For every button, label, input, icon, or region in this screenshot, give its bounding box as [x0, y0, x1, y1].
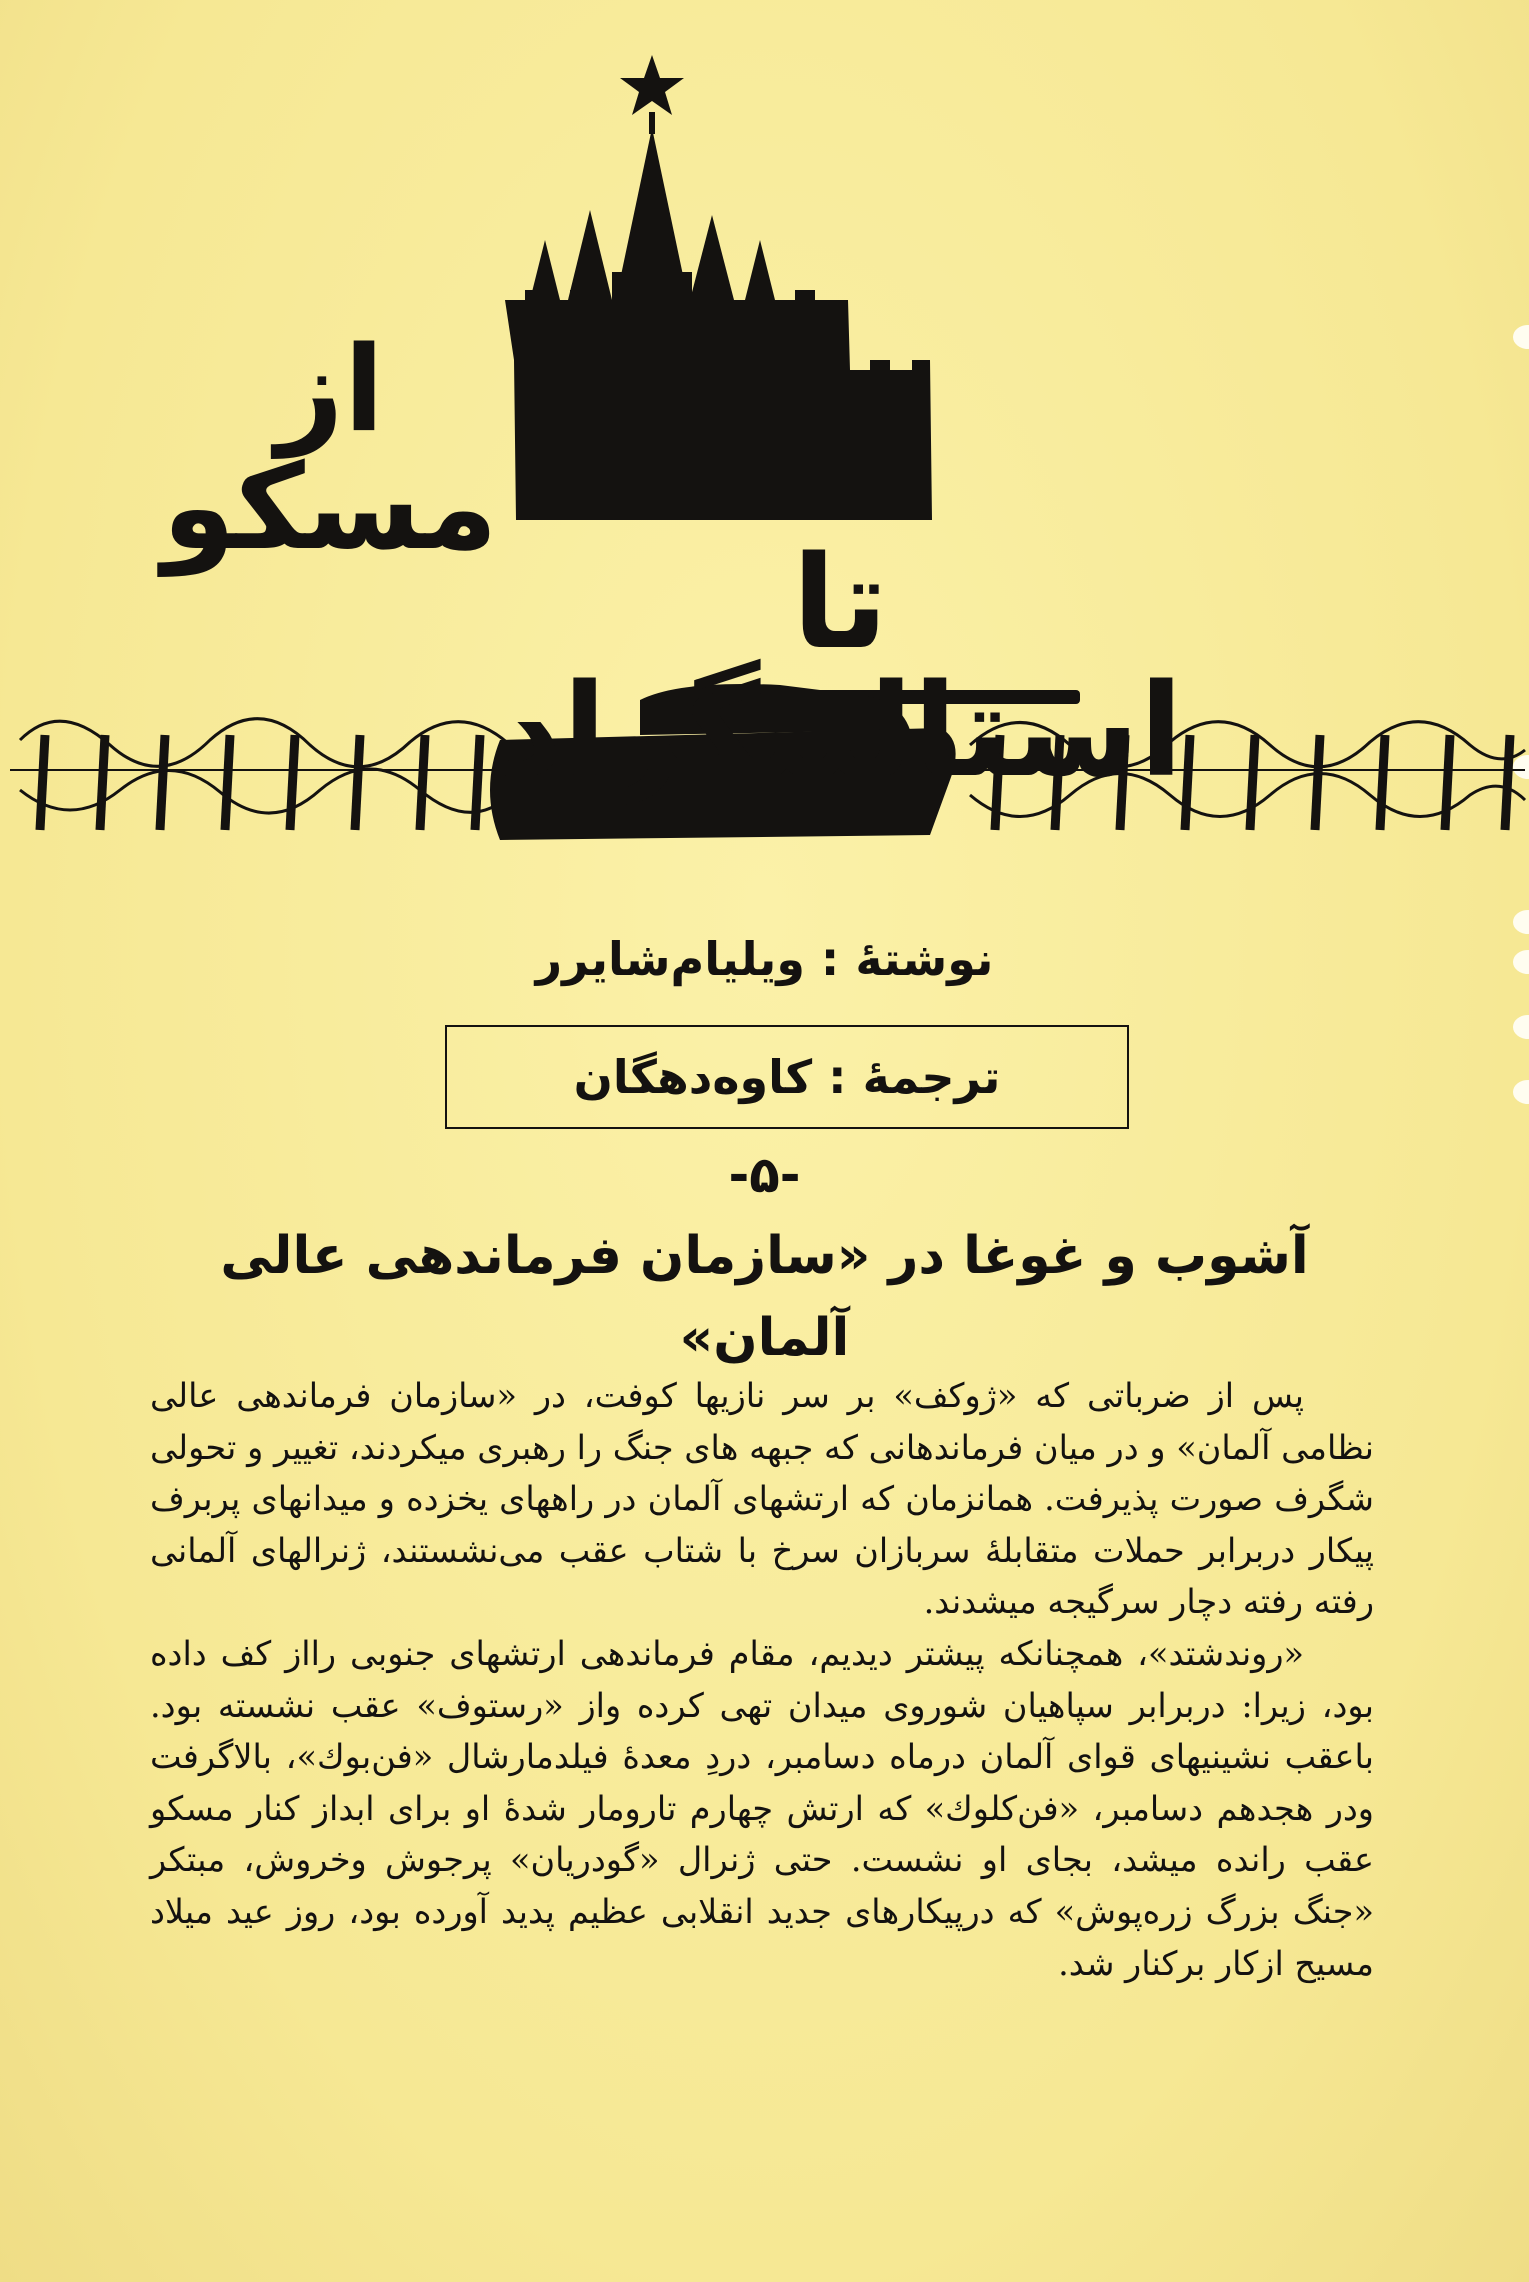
paragraph: پس از ضرباتی که «ژوکف» بر سر نازیها کوفت، در «سازمان فرماندهی عالی نظامی آلمان» و در میان فرماندهانی که جبهه های جنگ را رهبری میکردند، تغییر و تحولی شگرف صورت پذیرفت. همانزمان که ارتشهای آلمان در راههای یخزده و میدانهای پربرف پیکار دربرابر حملات متقابلهٔ سربازان سرخ با شتاب عقب می‌نشستند، ژنرالهای آلمانی رفته رفته دچار سرگیجه میشدند.: [150, 1376, 1374, 1622]
translator-box: [445, 1025, 1129, 1129]
kremlin-tower-icon: [505, 112, 932, 520]
kremlin-star-icon: [620, 55, 684, 115]
headline-title-line2: تا استالینگراد: [496, 529, 1184, 806]
headline-title-line1: از مسکو: [162, 320, 498, 576]
translator-credit: ترجمهٔ : کاوه‌دهگان: [573, 1050, 1001, 1104]
article-body: [150, 1370, 1374, 1989]
author-byline: نوشتهٔ : ویلیام‌شایرر: [535, 932, 994, 986]
part-number: -۵-: [728, 1146, 801, 1204]
chapter-title: آشوب و غوغا در «سازمان فرماندهی عالی آلمان»: [220, 1226, 1309, 1368]
paragraph: «روندشتد»، همچنانکه پیشتر دیدیم، مقام فرماندهی ارتشهای جنوبی رااز کف داده بود، زیرا: دربرابر سپاهیان شوروی میدان تهی کرده واز «رستوف» عقب نشسته بود. باعقب نشینیهای قوای آلمان درماه دسامبر، دردِ معدهٔ فیلدمارشال «فن‌بوك»، بالاگرفت ودر هجدهم دسامبر، «فن‌کلوك» که ارتش چهارم تارومار شدهٔ او برای ابداز کنار مسکو عقب رانده میشد، بجای او نشست. حتی ژنرال «گودریان» پرجوش وخروش، مبتکر «جنگ بزرگ زره‌پوش» که درپیکارهای جدید انقلابی عظیم پدید آورده بود، روز عید میلاد مسیح ازکار برکنار شد.: [150, 1633, 1374, 1983]
